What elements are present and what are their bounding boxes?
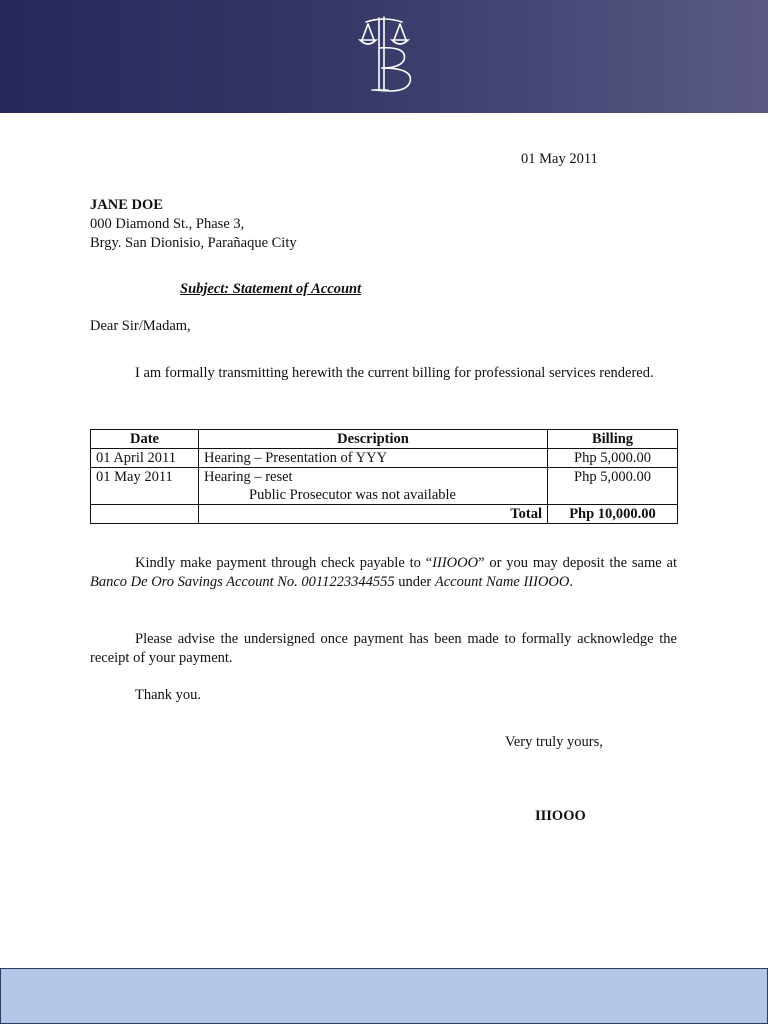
table-header-row xyxy=(91,430,678,449)
table-row xyxy=(91,449,678,468)
total-empty-cell xyxy=(91,505,199,524)
paragraph-advise: Please advise the undersigned once payment has been made to formally acknowledge the receipt of your payment. xyxy=(90,631,677,666)
recipient-address-line2: Brgy. San Dionisio, Parañaque City xyxy=(90,235,297,251)
header-description: Description xyxy=(199,430,548,449)
recipient-name: JANE DOE xyxy=(90,197,163,213)
total-value: Php 10,000.00 xyxy=(548,505,678,524)
header-date: Date xyxy=(91,430,199,449)
row-billing: Php 5,000.00 xyxy=(548,468,678,505)
billing-table xyxy=(90,429,678,524)
row-date: 01 April 2011 xyxy=(91,449,199,468)
row-date: 01 May 2011 xyxy=(91,468,199,505)
salutation: Dear Sir/Madam, xyxy=(90,318,191,334)
paragraph-payment-instructions xyxy=(90,554,677,592)
footer-band xyxy=(0,968,768,1024)
table-total-row xyxy=(91,505,678,524)
paragraph-billing-intro: I am formally transmitting herewith the current billing for professional services rendered. xyxy=(135,365,654,381)
table-row xyxy=(91,468,678,505)
bank-account: Banco De Oro Savings Account No. 0011223344555 xyxy=(90,574,395,590)
description-text: Hearing – Presentation of YYY xyxy=(204,450,388,466)
total-label: Total xyxy=(199,505,548,524)
description-text: Hearing – reset xyxy=(204,469,293,485)
payment-text-part1: Kindly make payment through check payable to “ xyxy=(135,555,433,571)
scales-b-monogram-logo xyxy=(352,14,416,96)
subject-line: Subject: Statement of Account xyxy=(180,281,362,297)
row-description xyxy=(199,449,548,468)
letterhead-banner xyxy=(0,0,768,113)
payment-text-part3: under xyxy=(394,574,435,590)
closing-line: Very truly yours, xyxy=(505,734,603,750)
payment-text-part2: ” or you may deposit the same at xyxy=(478,555,678,571)
recipient-address-line1: 000 Diamond St., Phase 3, xyxy=(90,216,245,232)
thanks-line: Thank you. xyxy=(135,687,202,703)
letter-date: 01 May 2011 xyxy=(521,151,598,167)
payment-text-part4: . xyxy=(569,574,573,590)
payee-name: IIIOOO xyxy=(432,555,479,571)
header-billing: Billing xyxy=(548,430,678,449)
row-description xyxy=(199,468,548,505)
row-billing: Php 5,000.00 xyxy=(548,449,678,468)
description-subtext: Public Prosecutor was not available xyxy=(249,487,456,503)
account-name: Account Name IIIOOO xyxy=(434,574,570,590)
signature-name: IIIOOO xyxy=(535,808,586,824)
recipient-block xyxy=(90,196,297,253)
